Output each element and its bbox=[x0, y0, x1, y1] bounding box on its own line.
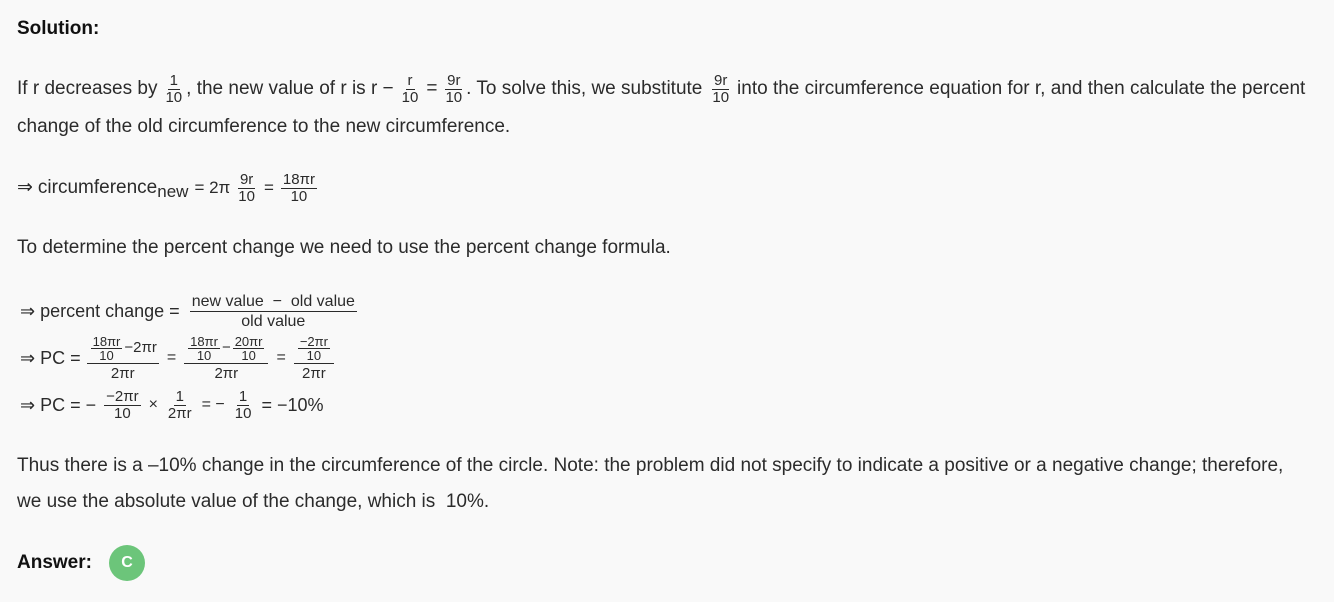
conclusion-line-2: we use the absolute value of the change, which is 10%. bbox=[17, 491, 490, 512]
percent-change-fraction: $\frac{\text{new value − old value}}{\text{old value}}$ bbox=[191, 292, 355, 330]
fraction-9r-tenth-2: $\frac{9r}{10}$ bbox=[712, 71, 730, 106]
equals-sign: = bbox=[276, 349, 286, 366]
percent-change-lhs: ⇒ percent change = bbox=[20, 300, 180, 321]
pc-equation-2 bbox=[20, 386, 324, 424]
compound-fraction-c: $\frac{\frac{-2\pi r}{10}}{2\pi r}$ bbox=[294, 335, 334, 382]
fraction-9r-tenth-3: $\frac{9r}{10}$ bbox=[238, 170, 255, 205]
pc-result: = −10% bbox=[261, 394, 324, 415]
equals-minus: = − bbox=[201, 396, 225, 413]
equals-sign: = bbox=[263, 178, 274, 197]
times-sign: × bbox=[148, 396, 158, 413]
circumference-equation bbox=[17, 168, 319, 208]
implies-arrow: ⇒ bbox=[17, 177, 33, 198]
fraction-one-over-2pir: $\frac{1}{2\pi r}$ bbox=[167, 387, 192, 422]
pc-lhs: ⇒ PC = bbox=[20, 347, 81, 368]
intro-text-2: , the new value of r is r − bbox=[186, 78, 394, 99]
answer-row bbox=[17, 545, 145, 581]
fraction-r-tenth: $\frac{r}{10}$ bbox=[401, 71, 419, 106]
percent-change-formula bbox=[20, 291, 359, 331]
circumference-word: circumference bbox=[37, 177, 158, 198]
answer-label: Answer: bbox=[17, 552, 92, 573]
solution-heading: Solution: bbox=[17, 18, 100, 39]
conclusion-line-1: Thus there is a –10% change in the circumference of the circle. Note: the problem did not specify to indicate a positive or a negative change; therefore, bbox=[17, 455, 1284, 476]
intro-line-1 bbox=[17, 70, 1305, 108]
answer-badge: C bbox=[109, 545, 145, 581]
intro-text-3: . To solve this, we substitute bbox=[466, 78, 703, 99]
fraction-one-tenth-2: $\frac{1}{10}$ bbox=[234, 387, 252, 422]
intro-text-4: into the circumference equation for r, and then calculate the percent bbox=[737, 78, 1306, 99]
compound-fraction-b: $\frac{18\pi r}{10}$ − $\frac{20\pi r}{10}$ 2πr bbox=[184, 335, 268, 382]
fraction-neg2pir-tenth: $\frac{-2\pi r}{10}$ bbox=[106, 387, 139, 422]
compound-fraction-a: $\frac{18\pi r}{10}$ −2πr 2πr bbox=[87, 335, 159, 382]
fraction-one-tenth: $\frac{1}{10}$ bbox=[165, 71, 183, 106]
intro-text-1: If r decreases by bbox=[17, 78, 158, 99]
intro-line-2: change of the old circumference to the new circumference. bbox=[17, 116, 511, 137]
fraction-9r-tenth: $\frac{9r}{10}$ bbox=[445, 71, 463, 106]
pc-lhs-2: ⇒ PC = − bbox=[20, 394, 97, 415]
circumference-subscript: new bbox=[157, 182, 189, 201]
equals-sign: = bbox=[426, 78, 438, 99]
percent-change-intro: To determine the percent change we need to use the percent change formula. bbox=[17, 237, 671, 258]
pc-equation-1 bbox=[20, 330, 336, 386]
equals-sign: = bbox=[166, 349, 177, 366]
fraction-18pir-tenth: $\frac{18\pi r}{10}$ bbox=[282, 170, 315, 205]
two-pi: = 2π bbox=[194, 178, 231, 197]
